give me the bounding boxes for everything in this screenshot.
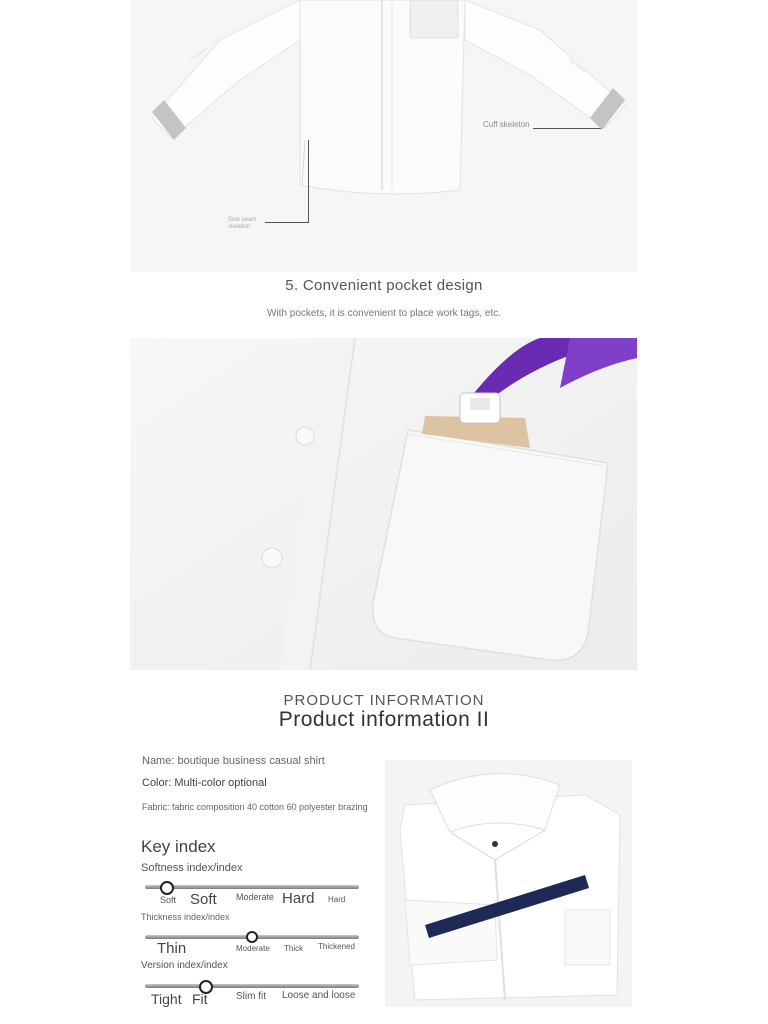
section-title: 5. Convenient pocket design [285,277,483,294]
version-label-loose: Loose and loose [282,990,356,1001]
version-label-fit: Fit [192,991,208,1007]
thickness-label-thin: Thin [157,940,187,957]
product-info-heading-en: PRODUCT INFORMATION [283,692,485,709]
side-seam-label-1: Side seam [228,217,257,223]
side-seam-callout-line [265,222,309,223]
cuff-callout-line [533,128,601,129]
pocket-photo [130,338,637,670]
thickness-index-title: Thickness index/index [141,912,230,922]
softness-label-hard-small: Hard [328,895,346,904]
softness-label-moderate: Moderate [236,892,275,902]
folded-shirt-svg [385,760,632,1007]
spec-fabric: Fabric: fabric composition 40 cotton 60 polyester brazing [142,802,368,812]
shirt-illustration-svg [130,0,637,272]
version-index-title: Version index/index [141,960,228,971]
softness-label-soft: Soft [190,891,217,908]
shirt-skeleton-illustration [130,0,637,272]
key-index-title: Key index [141,837,216,856]
thickness-label-thick: Thick [284,944,304,953]
thickness-label-thickened: Thickened [318,942,355,951]
side-seam-label-2: skeleton [228,224,251,230]
pocket-photo-svg [130,338,637,670]
version-label-tight: Tight [151,991,182,1007]
softness-index-title: Softness index/index [141,862,243,874]
softness-track [145,885,359,889]
thickness-label-moderate: Moderate [236,944,270,953]
softness-label-soft-small: Soft [160,895,177,905]
spec-color: Color: Multi-color optional [142,777,267,789]
folded-shirt-photo [385,760,632,1007]
cuff-skeleton-label: Cuff skeleton [483,120,530,129]
spec-name: Name: boutique business casual shirt [142,755,325,767]
version-label-slim-fit: Slim fit [236,991,266,1002]
softness-knob [160,881,174,895]
softness-label-hard: Hard [282,890,315,907]
version-track [145,984,359,988]
section-subtitle: With pockets, it is convenient to place work tags, etc. [267,308,501,319]
product-info-title: Product information II [278,708,490,731]
thickness-knob [246,931,258,943]
side-seam-callout-vertical [308,140,309,223]
